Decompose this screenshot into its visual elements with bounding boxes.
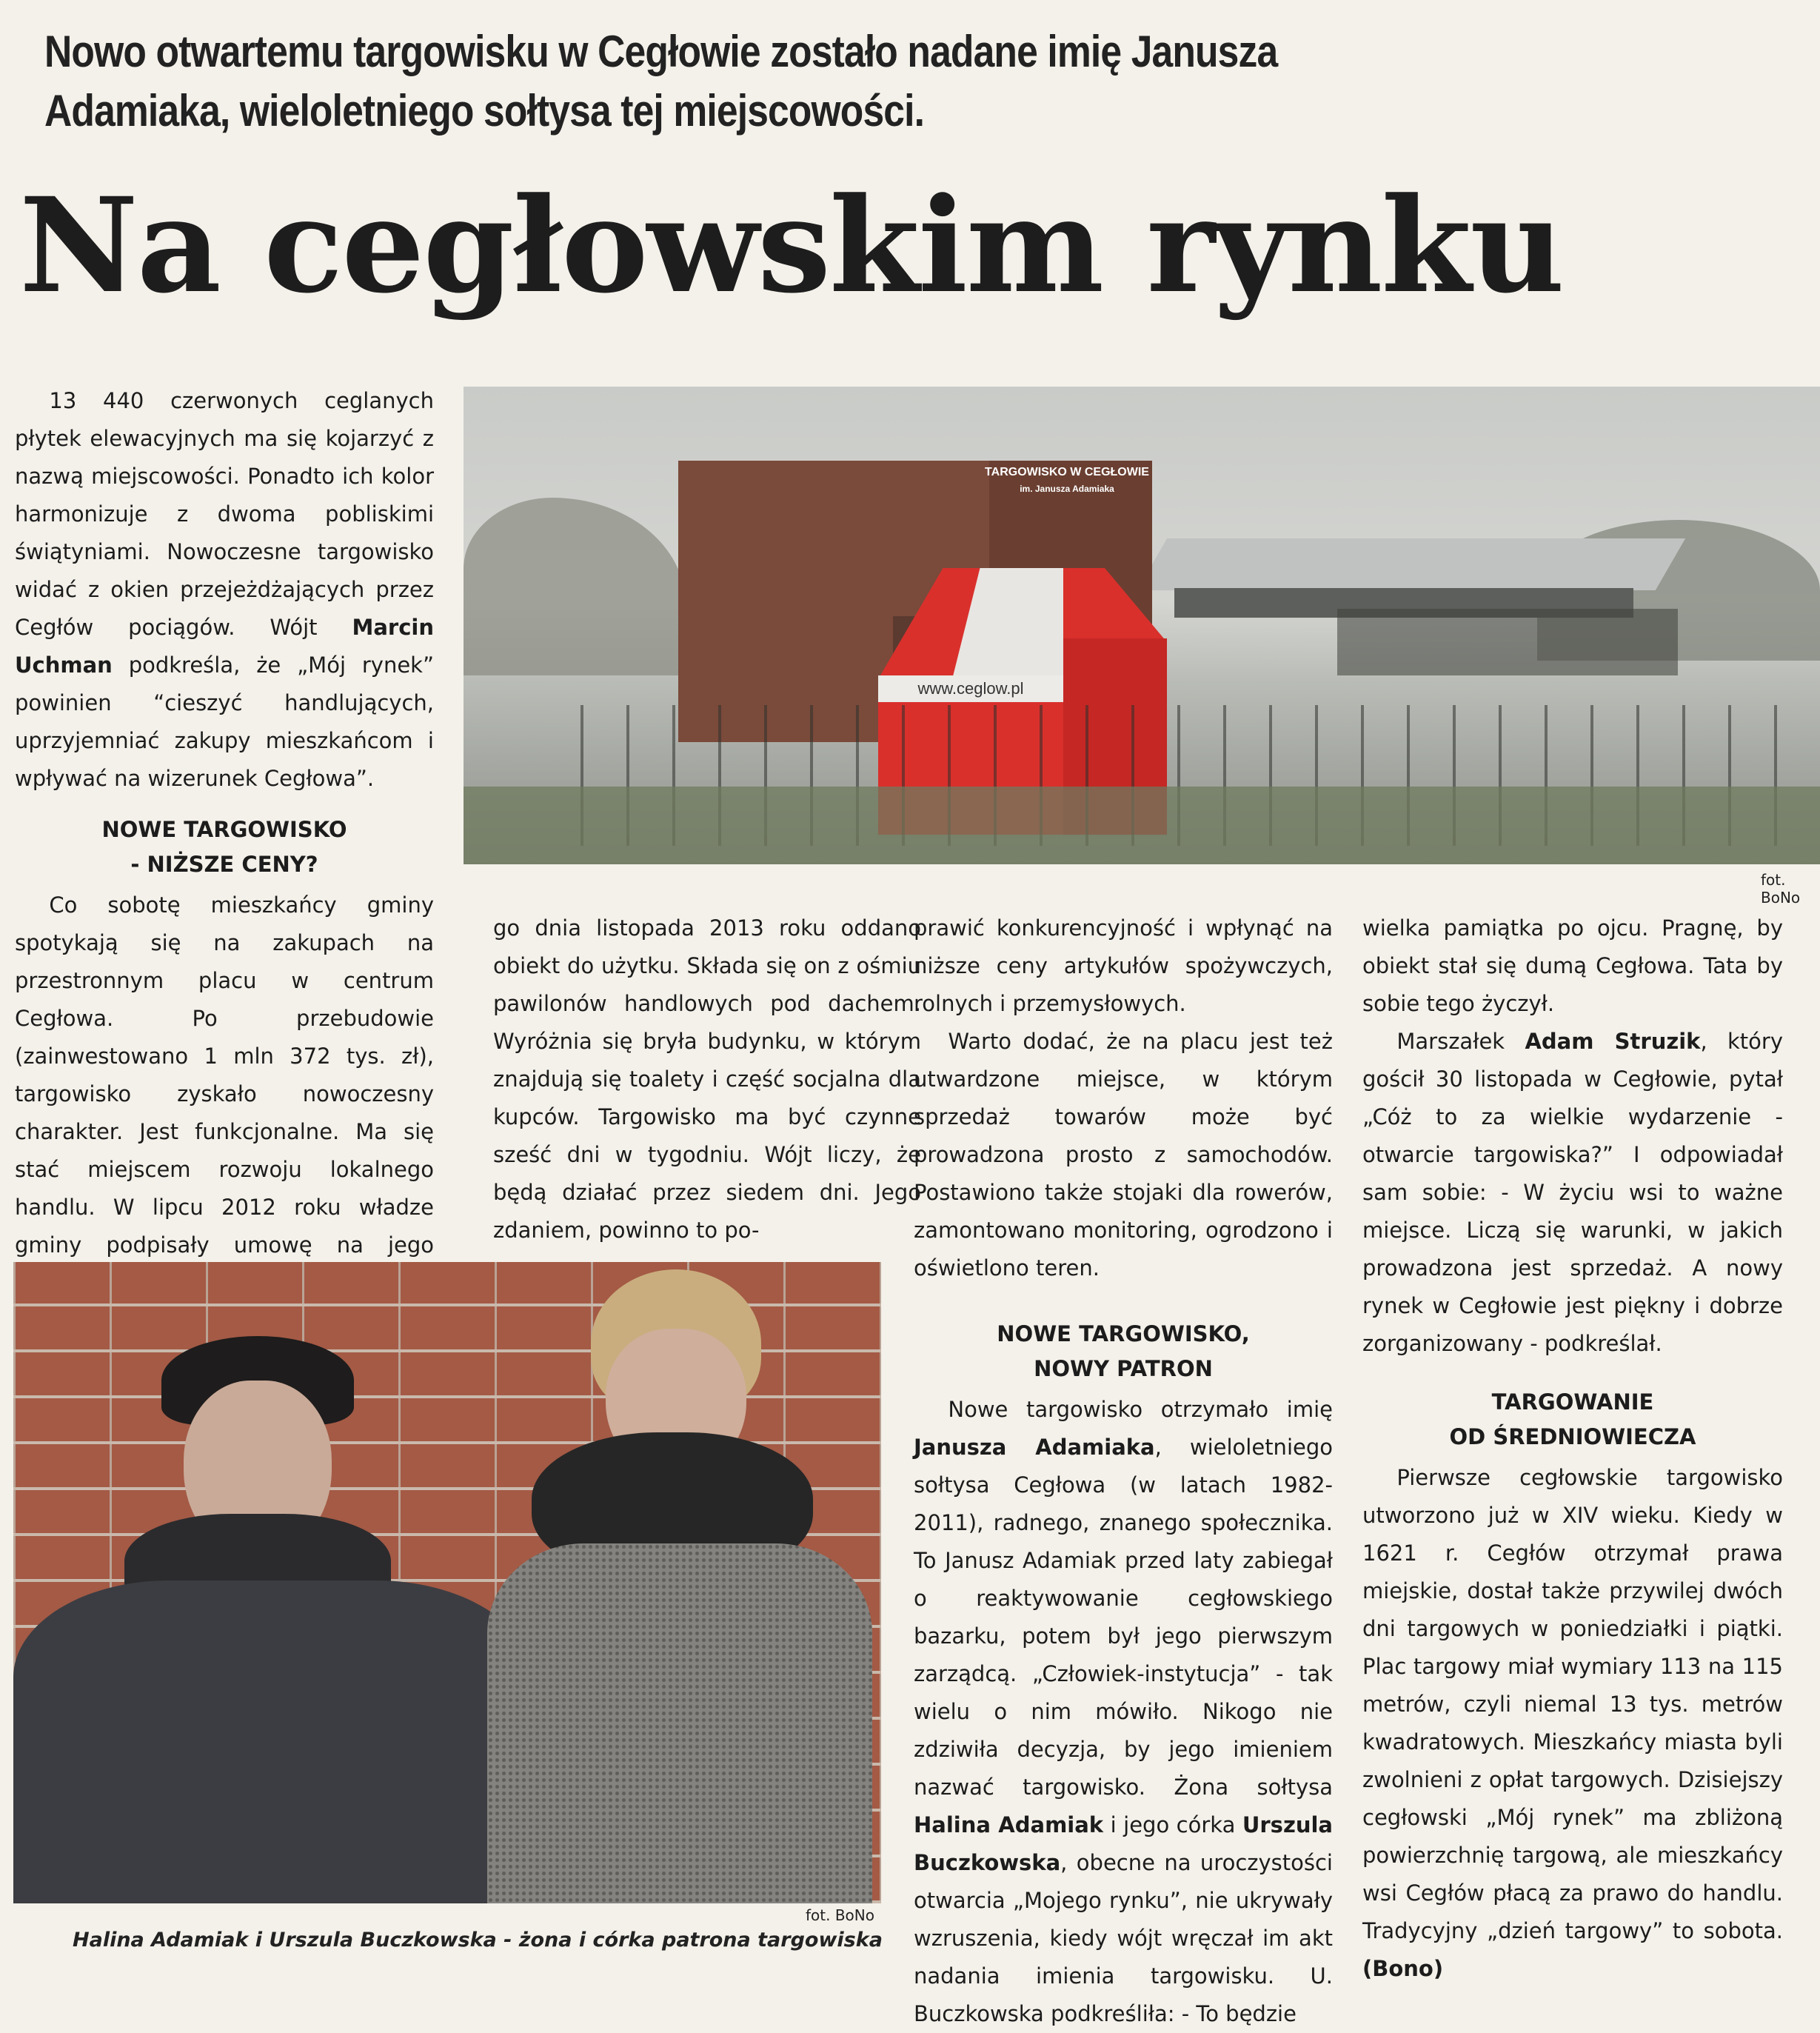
col4-p3: Pierwsze cegłowskie targowisko utworzono już w XIV wieku. Kiedy w 1621 r. Cegłów otrzymał prawa miejskie, dostał także przywilej dwóch dni targowych w poniedziałki i piątki. Plac targowy miał wymiary 113 na 115 metrów, czyli niemal 13 tys. metrów kwadratowych. Mieszkańcy miasta byli zwolnieni z opłat targowych. Dzisiejszy cegłowski „Mój rynek” ma zbliżoną powierzchnię targową, ale mieszkańcy wsi Cegłów płacą za prawo do handlu. Tradycyjny „dzień targowy” to sobota. (1362, 1465, 1783, 1943)
col4-signature: (Bono) (1362, 1956, 1444, 1981)
col3-p3-start: Nowe targowisko otrzymało imię (948, 1397, 1333, 1422)
col3-p2: Warto dodać, że na placu jest też utwardzone miejsce, w którym sprzedaż towarów może być prowadzona prosto z samochodów. Postawiono także stojaki dla rowerów, zamontowano monitoring, ogrodzono i oświetlono teren. (914, 1029, 1333, 1281)
market-photo (464, 387, 1820, 864)
col1-p1-text: 13 440 czerwonych ceglanych płytek elewacyjnych ma się kojarzyć z nazwą miejscowości. Ponadto ich kolor harmonizuje z dwoma pobliskimi świątyniami. Nowoczesne targowisko widać z okien przejeżdżających przez Cegłów pociągów. Wójt (15, 388, 434, 640)
subhead-sredniowiecze (1362, 1385, 1783, 1455)
col1-p2: Co sobotę mieszkańcy gminy spotykają się na zakupach na przestronnym placu w centrum Cegłowa. Po przebudowie (zainwestowano 1 mln 372 tys. zł), targowisko zyskało nowoczesny charakter. Jest funkcjonalne. Ma się stać miejscem rozwoju lokalnego handlu. W lipcu 2012 roku władze gminy podpisały umowę na jego (15, 892, 434, 1258)
col4-p2-end: , który gościł 30 listopada w Cegłowie, pytał „Cóż to za wielkie wydarzenie - otwarcie targowiska?” I odpowiadał sam sobie: - W życiu wsi to ważne miejsce. Liczą się warunki, w jakich prowadzona jest sprzedaż. A nowy rynek w Cegłowie jest piękny i dobrze zorganizowany - podkreślał. (1362, 1029, 1784, 1356)
coat-right (487, 1543, 872, 1903)
column-4 (1362, 909, 1783, 1988)
crowd (1337, 609, 1678, 675)
col4-p2-start: Marszałek (1396, 1029, 1525, 1054)
subhead2-line1: NOWE TARGOWISKO, (997, 1321, 1250, 1346)
subhead1-line2: - NIŻSZE CENY? (130, 852, 318, 877)
col3-p3-bold2: Halina Adamiak (914, 1812, 1104, 1837)
photo1-credit: fot. BoNo (1761, 871, 1801, 907)
subhead2-line2: NOWY PATRON (1034, 1356, 1213, 1381)
col3-p3-mid2: i jego córka (1103, 1812, 1242, 1837)
col3-p3-mid1: , wieloletniego sołtysa Cegłowa (w latach 1982-2011), radnego, znanego społecznika. To Janusz Adamiak przed laty zabiegał o reaktywowanie cegłowskiego bazarku, potem był jego pierwszym zarządcą. „Człowiek-instytucja” - tak wielu o nim mówiło. Nikogo nie zdziwiła decyzja, by jego imieniem nazwać targowisko. Żona sołtysa (914, 1435, 1333, 1800)
coat-left (13, 1580, 532, 1903)
col4-p2-bold: Adam Struzik (1525, 1029, 1701, 1054)
market-sign-line2: im. Janusza Adamiaka (1020, 484, 1114, 494)
canopy-roof (1137, 538, 1685, 590)
tent-banner: www.ceglow.pl (878, 675, 1063, 702)
col1-p1-end: podkreśla, że „Mój rynek” powinien “cieszyć handlujących, uprzyjemniać zakupy mieszkańcom i wpływać na wizerunek Cegłowa”. (15, 652, 434, 791)
subhead1-line1: NOWE TARGOWISKO (101, 817, 347, 842)
photo2-credit: fot. BoNo (806, 1906, 874, 1924)
market-sign (982, 464, 1152, 516)
col3-p3-end: , obecne na uroczystości otwarcia „Mojego rynku”, nie ukrywały wzruszenia, kiedy wójt wręczał im akt nadania imienia targowisku. U. Buczkowska podkreśliła: - To będzie (914, 1850, 1333, 2026)
portrait-photo (13, 1262, 881, 1903)
grass (464, 787, 1820, 864)
column-2 (493, 909, 921, 1249)
article-headline: Na cegłowskim rynku (19, 169, 1564, 322)
col3-p1: prawić konkurencyjność i wpłynąć na niższe ceny artykułów spożywczych, rolnych i przemysłowych. (914, 915, 1333, 1016)
trees (464, 498, 686, 675)
photo2-caption: Halina Adamiak i Urszula Buczkowska - żona i córka patrona targowiska (73, 1929, 883, 1952)
article-subtitle: Nowo otwartemu targowisku w Cegłowie zostało nadane imię Janusza Adamiaka, wieloletniego sołtysa tej miejscowości. (44, 27, 1278, 136)
col1-p1-bold: Marcin Uchman (15, 615, 434, 678)
col3-p3-bold1: Janusza Adamiaka (914, 1435, 1155, 1460)
subhead3-line2: OD ŚREDNIOWIECZA (1449, 1424, 1696, 1449)
column-1 (15, 382, 434, 1302)
subhead3-line1: TARGOWANIE (1491, 1389, 1654, 1415)
subhead-nizsze-ceny (15, 812, 434, 882)
column-3 (914, 909, 1333, 2033)
col3-p3-bold3: Urszula Buczkowska (914, 1812, 1333, 1875)
col2-p1: go dnia listopada 2013 roku oddano obiekt do użytku. Składa się on z ośmiu pawilonów handlowych pod dachem. Wyróżnia się bryła budynku, w którym znajdują się toalety i część socjalna dla kupców. Targowisko ma być czynne sześć dni w tygodniu. Wójt liczy, że będą działać przez siedem dni. Jego zdaniem, powinno to po- (493, 915, 921, 1243)
subhead-nowy-patron (914, 1317, 1333, 1386)
col4-p1: wielka pamiątka po ojcu. Pragnę, by obiekt stał się dumą Cegłowa. Tata by sobie tego życzył. (1362, 915, 1783, 1016)
market-sign-line1: TARGOWISKO W CEGŁOWIE (985, 466, 1149, 478)
